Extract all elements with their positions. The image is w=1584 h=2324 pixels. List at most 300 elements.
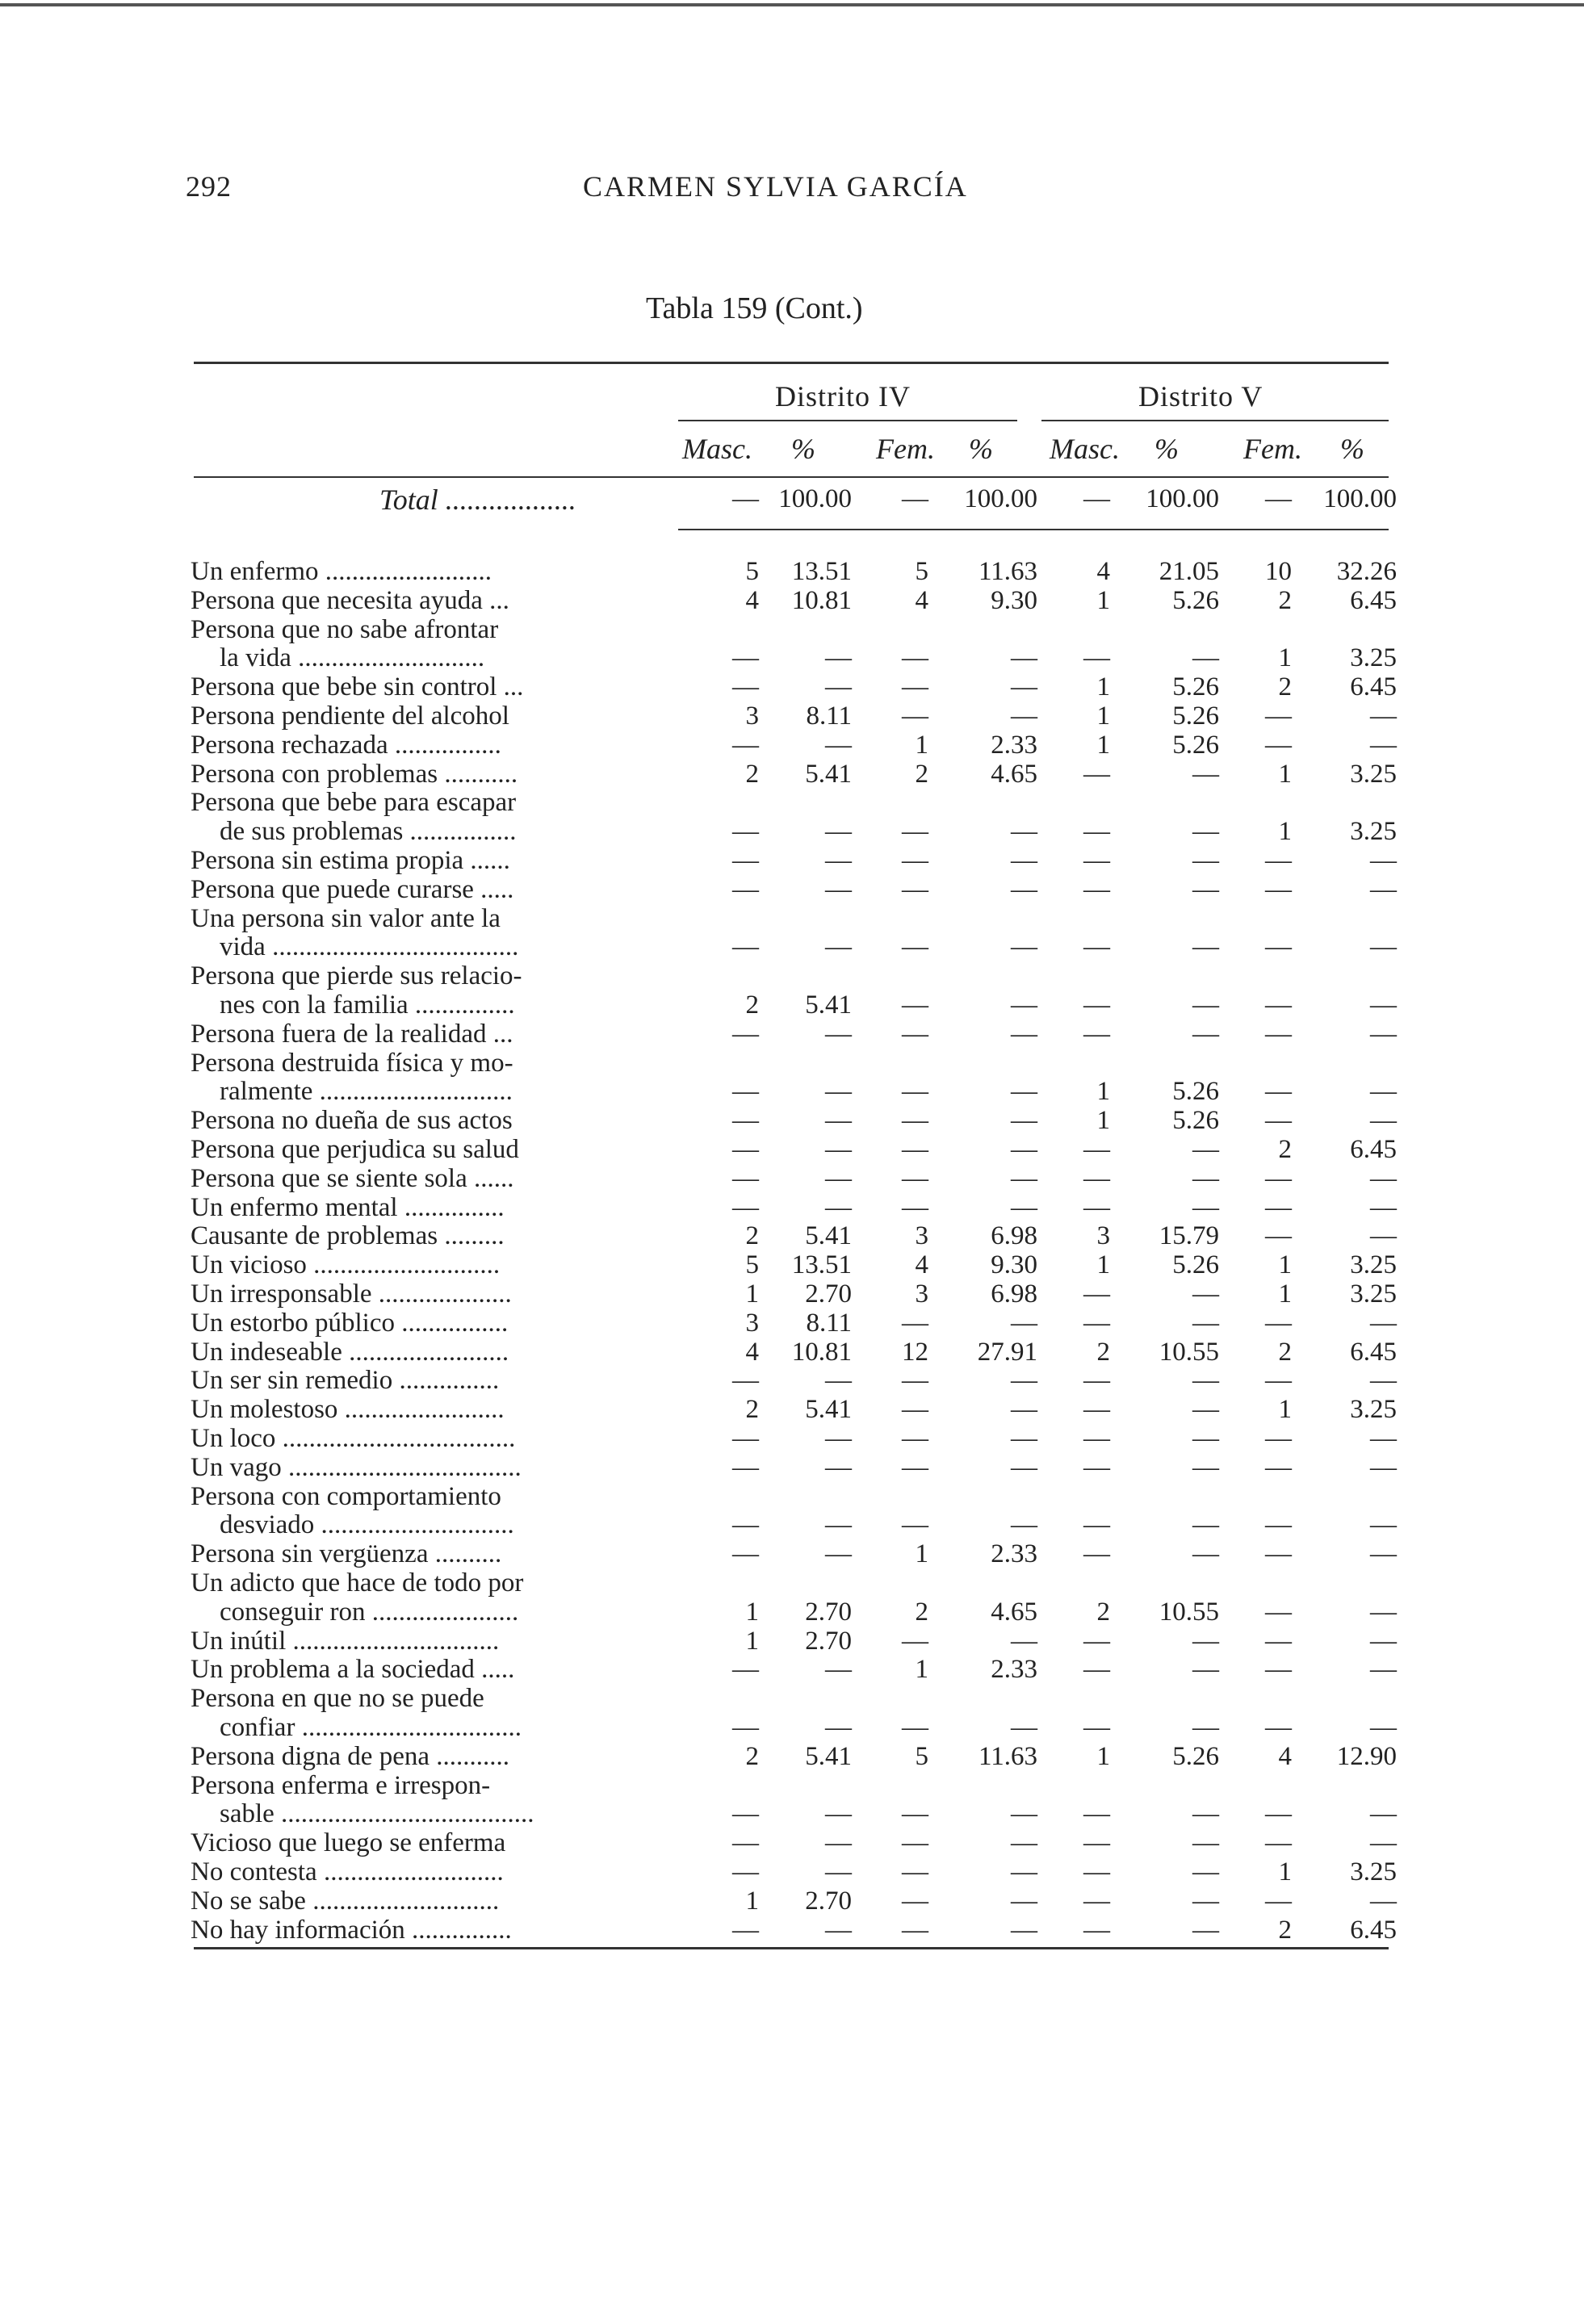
row-label: Persona que necesita ayuda ... (191, 585, 509, 615)
district-v-header: Distrito V (1138, 380, 1263, 412)
row-value: 5.26 (1172, 672, 1219, 702)
row-label: vida ..................................... (220, 932, 519, 962)
row-value: — (1083, 817, 1110, 847)
row-value: — (902, 1106, 928, 1136)
row-value: — (1011, 701, 1037, 731)
row-value: — (1265, 1077, 1292, 1107)
row-value: 5.26 (1172, 1077, 1219, 1107)
row-value: — (825, 1192, 852, 1222)
row-value: — (825, 1366, 852, 1396)
row-value: — (1192, 1799, 1219, 1829)
row-value: — (1192, 846, 1219, 875)
row-value: — (732, 1077, 759, 1107)
row-value: 6.45 (1350, 1915, 1397, 1945)
row-label: Persona que perjudica su salud (191, 1135, 519, 1164)
row-label: Un molestoso ........................ (191, 1395, 505, 1425)
row-label: Persona digna de pena ........... (191, 1741, 509, 1771)
row-value: — (1083, 759, 1110, 789)
total-rule (678, 529, 1389, 530)
row-value: — (1083, 1626, 1110, 1656)
row-value: — (732, 1163, 759, 1193)
row-label: Persona no dueña de sus actos (191, 1106, 513, 1136)
row-value: 13.51 (791, 1250, 852, 1280)
row-value: — (1011, 1424, 1037, 1453)
row-label: Persona sin vergüenza .......... (191, 1539, 502, 1569)
row-value: — (825, 1857, 852, 1886)
row-value: — (1265, 990, 1292, 1020)
row-value: 11.63 (978, 557, 1037, 586)
column-header-7: % (1340, 433, 1364, 465)
row-value: — (732, 1828, 759, 1858)
total-cell: — (1265, 484, 1292, 513)
row-value: 1 (1278, 1279, 1292, 1309)
row-value: — (825, 1713, 852, 1742)
row-value: — (1192, 1857, 1219, 1886)
row-value: — (732, 1019, 759, 1049)
row-value: — (1192, 1713, 1219, 1742)
row-value: 8.11 (806, 1308, 852, 1338)
row-value: — (825, 817, 852, 847)
row-value: — (1011, 874, 1037, 904)
row-value: — (825, 1452, 852, 1482)
row-value: — (1265, 1221, 1292, 1251)
row-value: — (1192, 990, 1219, 1020)
row-value: — (1011, 1452, 1037, 1482)
row-value: — (902, 1452, 928, 1482)
row-value: — (1265, 1366, 1292, 1396)
column-header-6: Fem. (1243, 433, 1302, 465)
row-value: — (1192, 874, 1219, 904)
row-value: 2 (1278, 1915, 1292, 1945)
row-label: Un problema a la sociedad ..... (191, 1655, 515, 1685)
row-value: — (1265, 1597, 1292, 1627)
row-value: 15.79 (1159, 1221, 1219, 1251)
row-value: — (902, 701, 928, 731)
row-label: conseguir ron ...................... (220, 1597, 519, 1627)
total-row-label: Total .................. (379, 484, 576, 516)
row-value: 4 (745, 585, 759, 615)
row-label: Persona destruida física y mo- (191, 1048, 513, 1078)
row-value: — (1370, 1597, 1397, 1627)
row-value: — (732, 1655, 759, 1685)
row-value: — (825, 1539, 852, 1569)
row-value: 1 (1096, 585, 1110, 615)
row-value: 3.25 (1350, 817, 1397, 847)
row-value: 1 (915, 1655, 928, 1685)
row-value: — (732, 730, 759, 760)
row-value: 2.70 (805, 1626, 852, 1656)
row-value: — (902, 1192, 928, 1222)
row-value: — (1083, 1828, 1110, 1858)
row-value: 1 (1096, 672, 1110, 702)
row-value: — (1083, 874, 1110, 904)
row-value: 6.98 (991, 1279, 1037, 1309)
row-value: — (1265, 1452, 1292, 1482)
row-value: — (902, 990, 928, 1020)
row-value: — (902, 643, 928, 673)
row-value: — (1265, 1106, 1292, 1136)
row-value: 2.70 (805, 1279, 852, 1309)
row-value: — (902, 932, 928, 962)
row-value: 1 (915, 1539, 928, 1569)
row-value: — (902, 846, 928, 875)
row-value: — (1265, 1626, 1292, 1656)
row-value: 2 (1278, 672, 1292, 702)
row-value: 1 (1096, 1106, 1110, 1136)
row-value: — (1083, 990, 1110, 1020)
row-value: — (1192, 643, 1219, 673)
row-value: — (1083, 1279, 1110, 1309)
row-value: 5 (745, 557, 759, 586)
row-value: 5 (915, 557, 928, 586)
row-value: 5.26 (1172, 1106, 1219, 1136)
row-value: 10.55 (1159, 1337, 1219, 1367)
row-value: 3 (915, 1279, 928, 1309)
row-label: Un adicto que hace de todo por (191, 1568, 524, 1597)
row-value: 1 (745, 1886, 759, 1916)
total-cell: 100.00 (964, 484, 1037, 513)
row-value: 3 (1096, 1221, 1110, 1251)
row-value: — (825, 1106, 852, 1136)
row-value: — (902, 672, 928, 702)
row-value: — (1192, 1452, 1219, 1482)
row-value: 5.26 (1172, 730, 1219, 760)
total-cell: — (1083, 484, 1110, 513)
row-value: — (1011, 1799, 1037, 1829)
column-header-0: Masc. (682, 433, 752, 465)
row-value: — (1192, 932, 1219, 962)
row-value: — (1265, 730, 1292, 760)
row-value: 3.25 (1350, 1395, 1397, 1425)
row-value: — (1370, 1886, 1397, 1916)
row-label: Persona fuera de la realidad ... (191, 1019, 513, 1049)
row-value: 5.41 (805, 990, 852, 1020)
row-value: — (1265, 701, 1292, 731)
row-value: — (1011, 1395, 1037, 1425)
row-label: Persona enferma e irrespon- (191, 1770, 491, 1800)
row-value: — (1370, 730, 1397, 760)
row-value: 4.65 (991, 759, 1037, 789)
row-value: 3 (745, 701, 759, 731)
row-value: — (825, 1424, 852, 1453)
row-label: sable ...................................... (220, 1799, 534, 1829)
row-value: — (902, 1857, 928, 1886)
row-label: confiar ................................. (220, 1713, 522, 1742)
row-value: — (1265, 1655, 1292, 1685)
row-value: 3.25 (1350, 1250, 1397, 1280)
row-value: 1 (745, 1279, 759, 1309)
row-label: Un vicioso ............................ (191, 1250, 501, 1280)
row-value: — (1265, 1539, 1292, 1569)
row-value: — (1011, 1713, 1037, 1742)
row-value: — (1192, 1424, 1219, 1453)
row-value: — (1011, 990, 1037, 1020)
row-value: — (1083, 1539, 1110, 1569)
row-label: Una persona sin valor ante la (191, 903, 501, 933)
row-value: — (1370, 1163, 1397, 1193)
total-cell: 100.00 (1323, 484, 1397, 513)
total-cell: 100.00 (778, 484, 852, 513)
row-value: 1 (1096, 1077, 1110, 1107)
row-value: 5.26 (1172, 1250, 1219, 1280)
row-value: 1 (1278, 759, 1292, 789)
row-value: — (1192, 1279, 1219, 1309)
row-label: Persona que puede curarse ..... (191, 874, 514, 904)
row-value: 6.45 (1350, 672, 1397, 702)
row-value: 9.30 (991, 1250, 1037, 1280)
row-value: — (1011, 1626, 1037, 1656)
row-value: — (1370, 1510, 1397, 1540)
row-value: — (1370, 1019, 1397, 1049)
district-iv-header: Distrito IV (775, 380, 911, 412)
running-head: CARMEN SYLVIA GARCÍA (583, 170, 968, 203)
row-value: — (825, 1163, 852, 1193)
row-value: — (732, 846, 759, 875)
row-label: Un irresponsable .................... (191, 1279, 512, 1309)
row-value: — (1083, 1655, 1110, 1685)
row-value: 4.65 (991, 1597, 1037, 1627)
total-cell: — (902, 484, 928, 513)
column-header-5: % (1154, 433, 1179, 465)
row-value: — (732, 1135, 759, 1164)
row-label: Vicioso que luego se enferma (191, 1828, 506, 1858)
row-value: — (1370, 932, 1397, 962)
row-label: Persona que pierde sus relacio- (191, 961, 522, 991)
row-value: — (1011, 672, 1037, 702)
row-value: 1 (1096, 701, 1110, 731)
row-label: Persona que se siente sola ...... (191, 1163, 514, 1193)
row-value: — (1370, 1077, 1397, 1107)
row-value: — (1370, 1828, 1397, 1858)
row-value: — (1265, 1192, 1292, 1222)
row-value: 3.25 (1350, 759, 1397, 789)
row-value: — (1370, 1106, 1397, 1136)
row-value: — (1011, 1886, 1037, 1916)
row-value: — (1192, 1163, 1219, 1193)
row-label: Persona sin estima propia ...... (191, 846, 510, 875)
page-number: 292 (186, 170, 232, 203)
row-value: 6.45 (1350, 585, 1397, 615)
row-value: 1 (915, 730, 928, 760)
row-value: — (825, 932, 852, 962)
row-value: 27.91 (977, 1337, 1037, 1367)
row-label: Persona con comportamiento (191, 1481, 501, 1511)
table-title: Tabla 159 (Cont.) (646, 291, 863, 325)
row-value: — (1083, 1510, 1110, 1540)
row-value: — (825, 846, 852, 875)
row-value: — (1192, 1539, 1219, 1569)
row-value: — (1011, 1192, 1037, 1222)
row-value: — (902, 1424, 928, 1453)
row-label: Persona en que no se puede (191, 1684, 484, 1714)
row-value: — (1083, 643, 1110, 673)
row-value: — (902, 1886, 928, 1916)
row-value: — (1370, 1626, 1397, 1656)
row-value: 1 (745, 1626, 759, 1656)
row-value: — (1192, 1626, 1219, 1656)
row-value: — (1192, 1655, 1219, 1685)
row-value: — (1265, 1886, 1292, 1916)
row-value: — (1370, 990, 1397, 1020)
row-value: — (1265, 1424, 1292, 1453)
row-value: — (1011, 1915, 1037, 1945)
row-value: — (732, 1857, 759, 1886)
top-border (0, 3, 1584, 6)
row-label: Causante de problemas ......... (191, 1221, 505, 1251)
row-label: No se sabe ............................ (191, 1886, 500, 1916)
row-value: 2 (745, 1395, 759, 1425)
row-label: ralmente ............................. (220, 1077, 513, 1107)
row-value: — (902, 1828, 928, 1858)
row-value: 2 (1096, 1597, 1110, 1627)
row-label: Persona que bebe sin control ... (191, 672, 524, 702)
row-value: — (1083, 1886, 1110, 1916)
row-value: — (1083, 1452, 1110, 1482)
row-value: — (1265, 1713, 1292, 1742)
row-value: — (732, 1915, 759, 1945)
column-header-3: % (969, 433, 993, 465)
row-value: 2 (745, 1221, 759, 1251)
row-value: 6.45 (1350, 1135, 1397, 1164)
row-value: — (1192, 759, 1219, 789)
row-value: — (1265, 932, 1292, 962)
row-value: — (1192, 1510, 1219, 1540)
row-value: — (732, 1713, 759, 1742)
row-value: 1 (745, 1597, 759, 1627)
table-bottom-rule (194, 1947, 1389, 1949)
district-iv-rule (678, 420, 1017, 421)
row-value: — (1265, 1828, 1292, 1858)
row-value: — (902, 817, 928, 847)
row-label: Persona que no sabe afrontar (191, 614, 499, 644)
row-value: 5.41 (805, 1221, 852, 1251)
row-value: — (1265, 1308, 1292, 1338)
row-value: — (1083, 932, 1110, 962)
row-value: 2 (1278, 1135, 1292, 1164)
row-value: — (1192, 1886, 1219, 1916)
row-label: Persona pendiente del alcohol (191, 701, 509, 731)
row-label: No contesta ........................... (191, 1857, 504, 1886)
row-value: — (825, 730, 852, 760)
row-value: — (1370, 1713, 1397, 1742)
row-value: — (1011, 1828, 1037, 1858)
row-value: 21.05 (1159, 557, 1219, 586)
row-value: 5.41 (805, 1741, 852, 1771)
row-value: — (1265, 1799, 1292, 1829)
row-value: 5.41 (805, 1395, 852, 1425)
row-value: — (1011, 1857, 1037, 1886)
row-value: — (1370, 701, 1397, 731)
row-value: — (1011, 817, 1037, 847)
row-value: — (1083, 1915, 1110, 1945)
row-value: — (732, 1452, 759, 1482)
row-value: — (1265, 1510, 1292, 1540)
row-value: 10.81 (791, 585, 852, 615)
row-value: 11.63 (978, 1741, 1037, 1771)
row-value: — (732, 932, 759, 962)
table-top-rule (194, 362, 1389, 364)
row-value: — (732, 1106, 759, 1136)
row-value: — (1011, 1510, 1037, 1540)
row-value: 4 (1096, 557, 1110, 586)
row-value: 12.90 (1336, 1741, 1397, 1771)
row-label: Un inútil ............................... (191, 1626, 500, 1656)
row-value: 3 (915, 1221, 928, 1251)
row-label: Un indeseable ........................ (191, 1337, 509, 1367)
row-value: — (1083, 846, 1110, 875)
row-value: — (1265, 846, 1292, 875)
row-value: 9.30 (991, 585, 1037, 615)
row-label: Un enfermo ......................... (191, 557, 492, 586)
row-value: 8.11 (806, 701, 852, 731)
row-label: desviado ............................. (220, 1510, 514, 1540)
row-value: 13.51 (791, 557, 852, 586)
row-value: 2 (915, 759, 928, 789)
row-value: 10.55 (1159, 1597, 1219, 1627)
row-value: 2.70 (805, 1886, 852, 1916)
row-value: — (1083, 1192, 1110, 1222)
row-value: — (902, 1395, 928, 1425)
row-value: — (1370, 1539, 1397, 1569)
row-value: — (825, 1655, 852, 1685)
row-value: 2 (745, 1741, 759, 1771)
row-value: — (1265, 1163, 1292, 1193)
row-value: — (1011, 1077, 1037, 1107)
row-value: — (1011, 643, 1037, 673)
row-value: — (1192, 1915, 1219, 1945)
row-value: — (1370, 1192, 1397, 1222)
row-value: 5.41 (805, 759, 852, 789)
row-value: — (1192, 1308, 1219, 1338)
row-value: — (902, 1019, 928, 1049)
row-value: — (1192, 1135, 1219, 1164)
row-value: — (902, 1799, 928, 1829)
row-value: — (902, 1366, 928, 1396)
row-label: nes con la familia ............... (220, 990, 515, 1020)
row-value: — (1370, 1308, 1397, 1338)
row-value: 6.45 (1350, 1337, 1397, 1367)
column-header-rule (194, 476, 1389, 478)
row-value: — (1192, 1192, 1219, 1222)
row-value: — (825, 1799, 852, 1829)
row-value: — (1370, 1452, 1397, 1482)
row-label: Un loco ................................... (191, 1424, 516, 1453)
row-value: 1 (1096, 1741, 1110, 1771)
row-value: 2 (1278, 585, 1292, 615)
row-value: — (1370, 846, 1397, 875)
row-value: 6.98 (991, 1221, 1037, 1251)
row-value: — (1192, 1395, 1219, 1425)
row-value: 2.70 (805, 1597, 852, 1627)
row-value: — (1370, 1799, 1397, 1829)
row-value: — (902, 1510, 928, 1540)
row-value: — (1083, 1308, 1110, 1338)
row-label: Persona que bebe para escapar (191, 788, 517, 818)
row-label: Persona con problemas ........... (191, 759, 518, 789)
row-value: — (732, 874, 759, 904)
row-value: — (1011, 1308, 1037, 1338)
row-value: 4 (745, 1337, 759, 1367)
row-value: — (825, 1135, 852, 1164)
row-value: — (1192, 817, 1219, 847)
row-value: — (902, 1626, 928, 1656)
row-value: — (732, 672, 759, 702)
row-value: 2 (1278, 1337, 1292, 1367)
row-value: — (1011, 1366, 1037, 1396)
row-value: 2 (745, 990, 759, 1020)
row-value: — (732, 1510, 759, 1540)
row-value: — (1083, 1799, 1110, 1829)
